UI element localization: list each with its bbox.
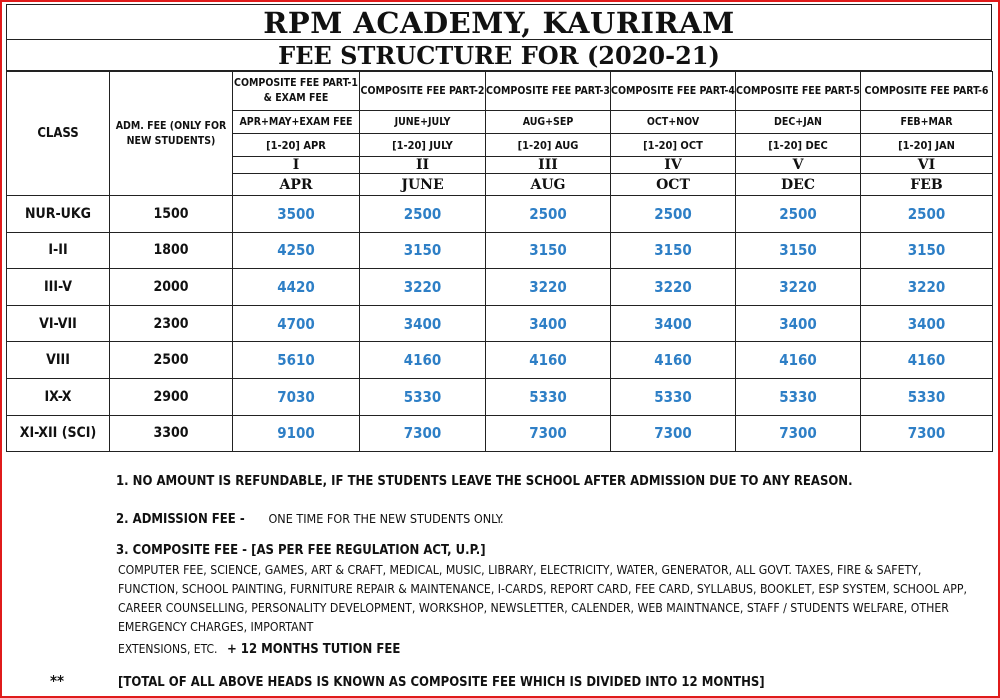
school-title: RPM ACADEMY, KAURIRAM	[6, 4, 992, 39]
part-roman-5: V	[736, 157, 861, 174]
adm-fee-cell: 1500	[110, 196, 233, 233]
part-months-4: OCT+NOV	[611, 111, 736, 134]
part-month-6: FEB	[861, 174, 993, 196]
part-due-3: [1-20] AUG	[486, 134, 611, 157]
part-header-3: COMPOSITE FEE PART-3	[486, 72, 611, 111]
note-admission-label: 2. ADMISSION FEE -	[116, 512, 245, 527]
part-due-1: [1-20] APR	[233, 134, 360, 157]
adm-fee-cell: 1800	[110, 232, 233, 269]
table-row	[7, 196, 993, 233]
part-months-5: DEC+JAN	[736, 111, 861, 134]
fee-structure-subtitle: FEE STRUCTURE FOR (2020-21)	[6, 39, 992, 71]
fee-cell: 3150	[736, 232, 861, 269]
fee-cell: 3500	[233, 196, 360, 233]
part-months-6: FEB+MAR	[861, 111, 993, 134]
note-admission	[116, 511, 504, 527]
fee-cell: 5330	[611, 378, 736, 415]
table-row	[7, 305, 993, 342]
fee-sheet	[6, 4, 992, 690]
part-month-3: AUG	[486, 174, 611, 196]
fee-cell: 7300	[611, 415, 736, 452]
part-due-2: [1-20] JULY	[360, 134, 486, 157]
fee-cell: 2500	[861, 196, 993, 233]
fee-table-header	[7, 72, 993, 196]
fee-cell: 5330	[486, 378, 611, 415]
fee-cell: 4160	[861, 342, 993, 379]
class-cell: III-V	[7, 269, 110, 306]
fee-cell: 7300	[360, 415, 486, 452]
table-row	[7, 232, 993, 269]
part-month-5: DEC	[736, 174, 861, 196]
fee-cell: 4160	[736, 342, 861, 379]
fee-cell: 3220	[611, 269, 736, 306]
fee-table	[6, 71, 993, 452]
note-tuition-fee: + 12 MONTHS TUTION FEE	[226, 642, 401, 657]
fee-cell: 3400	[736, 305, 861, 342]
class-cell: IX-X	[7, 378, 110, 415]
class-cell: VI-VII	[7, 305, 110, 342]
fee-cell: 3150	[611, 232, 736, 269]
part-header-1: COMPOSITE FEE PART-1 & EXAM FEE	[233, 72, 360, 111]
fee-cell: 4700	[233, 305, 360, 342]
part-header-4: COMPOSITE FEE PART-4	[611, 72, 736, 111]
note-refund: 1. NO AMOUNT IS REFUNDABLE, IF THE STUDENTS LEAVE THE SCHOOL AFTER ADMISSION DUE TO ANY REASON.	[116, 474, 853, 489]
note-composite-label: 3. COMPOSITE FEE - [AS PER FEE REGULATION ACT, U.P.]	[116, 543, 486, 558]
part-roman-6: VI	[861, 157, 993, 174]
fee-cell: 7300	[736, 415, 861, 452]
part-due-4: [1-20] OCT	[611, 134, 736, 157]
notes-section	[6, 464, 992, 692]
adm-fee-header: ADM. FEE (ONLY FOR NEW STUDENTS)	[110, 72, 233, 196]
adm-fee-cell: 3300	[110, 415, 233, 452]
fee-cell: 9100	[233, 415, 360, 452]
part-due-6: [1-20] JAN	[861, 134, 993, 157]
asterisk-mark: **	[50, 672, 65, 690]
table-row	[7, 269, 993, 306]
fee-cell: 4160	[486, 342, 611, 379]
fee-cell: 3400	[611, 305, 736, 342]
fee-cell: 2500	[611, 196, 736, 233]
part-months-1: APR+MAY+EXAM FEE	[233, 111, 360, 134]
fee-cell: 3400	[861, 305, 993, 342]
part-header-5: COMPOSITE FEE PART-5	[736, 72, 861, 111]
fee-cell: 2500	[360, 196, 486, 233]
fee-cell: 7300	[861, 415, 993, 452]
fee-cell: 2500	[736, 196, 861, 233]
fee-cell: 3150	[486, 232, 611, 269]
class-cell: VIII	[7, 342, 110, 379]
fee-cell: 3400	[360, 305, 486, 342]
part-months-3: AUG+SEP	[486, 111, 611, 134]
table-row	[7, 342, 993, 379]
fee-cell: 5330	[360, 378, 486, 415]
fee-cell: 2500	[486, 196, 611, 233]
fee-cell: 3150	[360, 232, 486, 269]
part-roman-1: I	[233, 157, 360, 174]
class-header: CLASS	[7, 72, 110, 196]
fee-cell: 3220	[861, 269, 993, 306]
part-months-2: JUNE+JULY	[360, 111, 486, 134]
fee-cell: 4420	[233, 269, 360, 306]
note-composite-body: COMPUTER FEE, SCIENCE, GAMES, ART & CRAFT, MEDICAL, MUSIC, LIBRARY, ELECTRICITY, WATER, GENERATOR, ALL GOVT. TAXES, FIRE & SAFETY, FUNCTION, SCHOOL PAINTING, FURNITURE REPAIR & MAINTENANCE, I-CARDS, REPORT CARD, FEE CARD, SYLLABUS, BOOKLET, ESP SYSTEM, SCHOOL APP, CAREER COUNSELLING, PERSONALITY DEVELOPMENT, WORKSHOP, NEWSLETTER, CALENDER, WEB MAINTNANCE, STAFF / STUDENTS WELFARE, OTHER EMERGENCY CHARGES, IMPORTANT	[118, 563, 967, 634]
note-total: [TOTAL OF ALL ABOVE HEADS IS KNOWN AS COMPOSITE FEE WHICH IS DIVIDED INTO 12 MONTHS]	[118, 675, 765, 690]
fee-table-body	[7, 196, 993, 452]
fee-cell: 5330	[861, 378, 993, 415]
note-extensions: EXTENSIONS, ETC.	[118, 642, 218, 656]
adm-fee-cell: 2900	[110, 378, 233, 415]
adm-fee-cell: 2000	[110, 269, 233, 306]
fee-cell: 4160	[611, 342, 736, 379]
part-month-2: JUNE	[360, 174, 486, 196]
fee-cell: 3220	[486, 269, 611, 306]
part-month-1: APR	[233, 174, 360, 196]
class-cell: I-II	[7, 232, 110, 269]
table-row	[7, 378, 993, 415]
part-header-2: COMPOSITE FEE PART-2	[360, 72, 486, 111]
fee-cell: 4160	[360, 342, 486, 379]
class-cell: NUR-UKG	[7, 196, 110, 233]
fee-cell: 3400	[486, 305, 611, 342]
fee-cell: 4250	[233, 232, 360, 269]
fee-cell: 7030	[233, 378, 360, 415]
adm-fee-cell: 2300	[110, 305, 233, 342]
part-due-5: [1-20] DEC	[736, 134, 861, 157]
note-admission-text: ONE TIME FOR THE NEW STUDENTS ONLY.	[268, 511, 504, 526]
class-cell: XI-XII (SCI)	[7, 415, 110, 452]
note-composite-tail	[118, 642, 400, 657]
adm-fee-cell: 2500	[110, 342, 233, 379]
table-row	[7, 415, 993, 452]
fee-cell: 3150	[861, 232, 993, 269]
part-month-4: OCT	[611, 174, 736, 196]
fee-cell: 3220	[736, 269, 861, 306]
part-header-6: COMPOSITE FEE PART-6	[861, 72, 993, 111]
part-roman-3: III	[486, 157, 611, 174]
fee-cell: 5610	[233, 342, 360, 379]
fee-cell: 7300	[486, 415, 611, 452]
part-roman-4: IV	[611, 157, 736, 174]
part-roman-2: II	[360, 157, 486, 174]
fee-cell: 3220	[360, 269, 486, 306]
fee-cell: 5330	[736, 378, 861, 415]
